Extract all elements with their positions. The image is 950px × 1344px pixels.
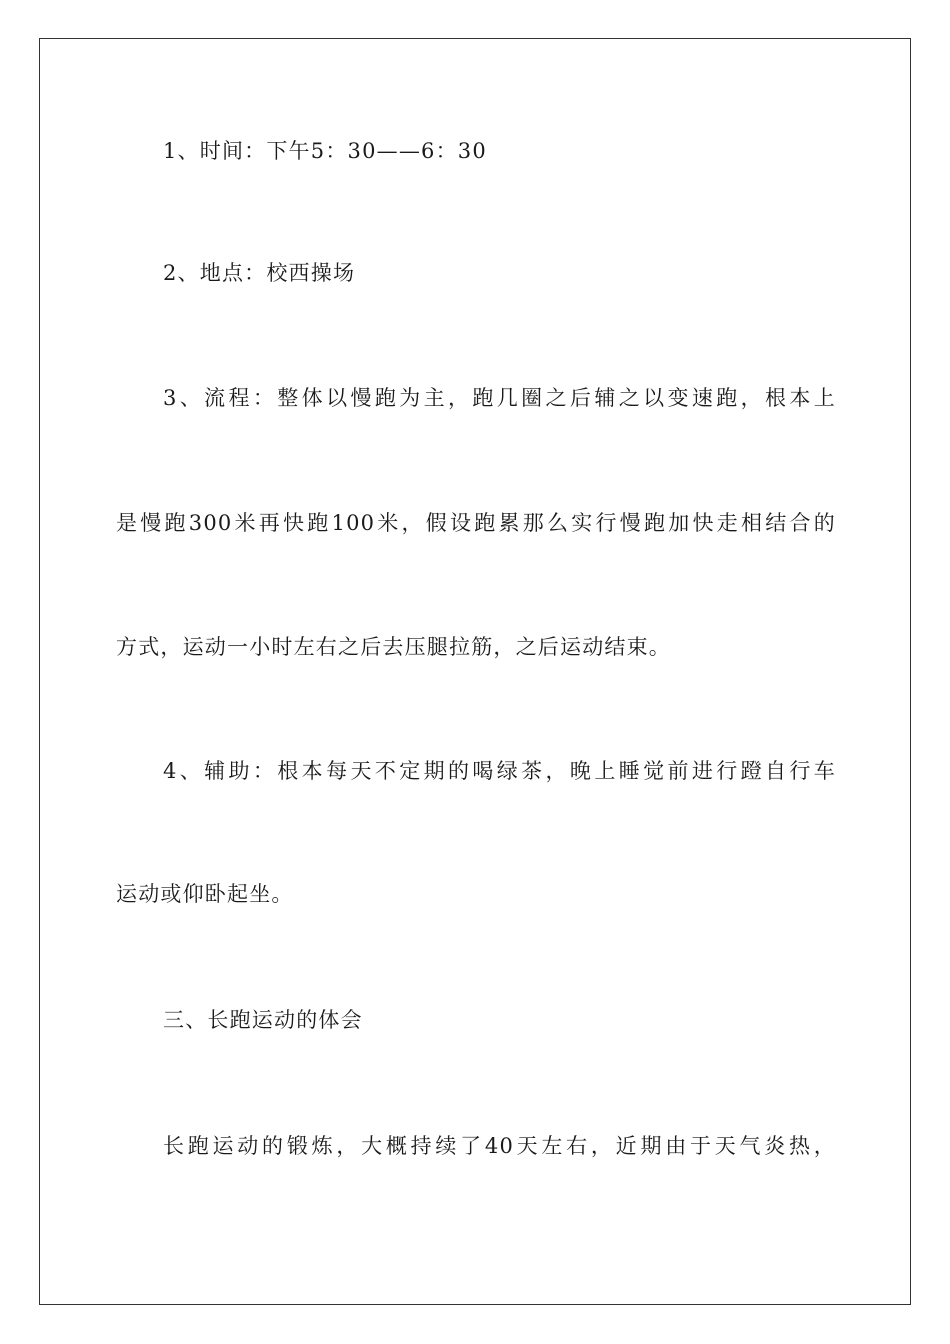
schedule-time-line: 1、时间：下午5：30——6：30 [163,139,487,163]
schedule-process-line-3: 方式，运动一小时左右之后去压腿拉筋，之后运动结束。 [116,635,671,659]
schedule-process-line-2: 是慢跑300米再快跑100米，假设跑累那么实行慢跑加快走相结合的 [116,511,836,535]
schedule-location-line: 2、地点：校西操场 [163,261,356,285]
schedule-assist-line-1: 4、辅助：根本每天不定期的喝绿茶，晚上睡觉前进行蹬自行车 [163,759,836,783]
schedule-process-line-1: 3、流程：整体以慢跑为主，跑几圈之后辅之以变速跑，根本上 [163,386,836,410]
section-heading: 三、长跑运动的体会 [163,1008,363,1032]
schedule-assist-line-2: 运动或仰卧起坐。 [116,882,294,906]
experience-paragraph-line-1: 长跑运动的锻炼，大概持续了40天左右，近期由于天气炎热， [163,1134,836,1158]
page-border [39,38,911,1305]
